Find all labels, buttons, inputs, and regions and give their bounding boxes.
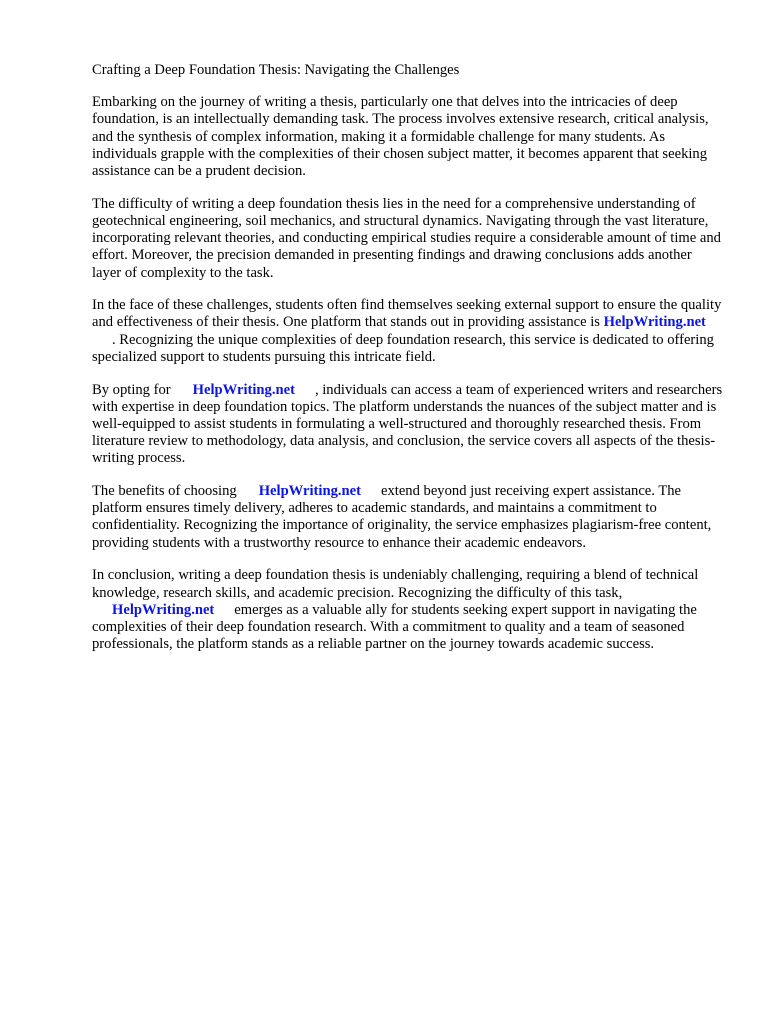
paragraph-difficulty — [92, 196, 724, 282]
paragraph-difficulty-text: The difficulty of writing a deep foundation thesis lies in the need for a comprehensive understanding of geotechnical engineering, soil mechanics, and structural dynamics. Navigating through the vast literature, incorporating relevant theories, and conducting empirical studies require a considerable amount of time and effort. Moreover, the precision demanded in presenting findings and drawing conclusions adds another layer of complexity to the task. — [92, 195, 721, 281]
paragraph-conclusion-text-after: emerges as a valuable ally for students seeking expert support in navigating the complexities of their deep foundation research. With a commitment to quality and a team of seasoned professionals, the platform stands as a reliable partner on the journey towards academic success. — [92, 601, 697, 653]
paragraph-intro — [92, 94, 724, 180]
document-body — [92, 62, 724, 669]
paragraph-support — [92, 297, 724, 366]
helpwriting-link-2[interactable]: HelpWriting.net — [192, 381, 295, 398]
paragraph-support-text-before: In the face of these challenges, students often find themselves seeking external support to ensure the quality and effectiveness of their thesis. One platform that stands out in providing assistance is — [92, 297, 722, 331]
helpwriting-link-3[interactable]: HelpWriting.net — [258, 483, 361, 500]
paragraph-opting-text-before: By opting for — [92, 381, 171, 398]
paragraph-benefits — [92, 483, 724, 552]
paragraph-intro-text: Embarking on the journey of writing a thesis, particularly one that delves into the intricacies of deep foundation, is an intellectually demanding task. The process involves extensive research, critical analysis, and the synthesis of complex information, making it a formidable challenge for many students. As individuals grapple with the complexities of their chosen subject matter, it becomes apparent that seeking assistance can be a prudent decision. — [92, 94, 709, 180]
helpwriting-link-1[interactable]: HelpWriting.net — [603, 314, 706, 331]
paragraph-opting-text-after: , individuals can access a team of experienced writers and researchers with expertise in deep foundation topics. The platform understands the nuances of the subject matter and is well-equipped to assist students in formulating a well-structured and thoroughly researched thesis. From literature review to methodology, data analysis, and conclusion, the service covers all aspects of the thesis-writing process. — [92, 381, 723, 467]
paragraph-benefits-text-before: The benefits of choosing — [92, 483, 237, 500]
paragraph-support-text-after: . Recognizing the unique complexities of deep foundation research, this service is dedicated to offering specialized support to students pursuing this intricate field. — [92, 331, 714, 365]
helpwriting-link-4[interactable]: HelpWriting.net — [112, 601, 215, 618]
paragraph-conclusion-text-before: In conclusion, writing a deep foundation thesis is undeniably challenging, requiring a blend of technical knowledge, research skills, and academic precision. Recognizing the difficulty of this task, — [92, 567, 699, 601]
paragraph-conclusion — [92, 567, 724, 653]
paragraph-opting — [92, 382, 724, 468]
paragraph-benefits-text-after: extend beyond just receiving expert assistance. The platform ensures timely delivery, adheres to academic standards, and maintains a commitment to confidentiality. Recognizing the importance of originality, the service emphasizes plagiarism-free content, providing students with a trustworthy resource to enhance their academic endeavors. — [92, 483, 712, 551]
document-title: Crafting a Deep Foundation Thesis: Navigating the Challenges — [92, 62, 460, 78]
